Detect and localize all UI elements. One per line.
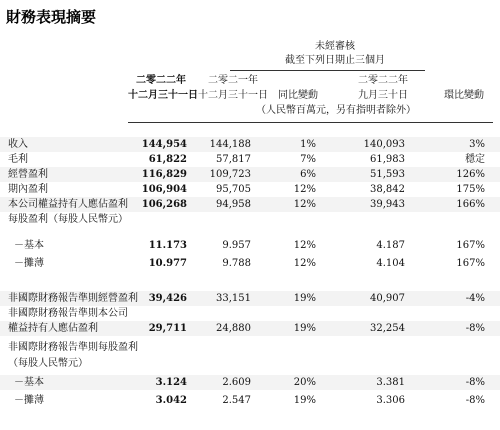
- table-row: [0, 306, 500, 321]
- row-label: （每股人民幣元）: [8, 358, 88, 369]
- table-row: [0, 167, 500, 182]
- cell-col5: 穩定: [465, 154, 485, 165]
- cell-col3: 12%: [293, 184, 316, 195]
- cell-col4: 140,093: [363, 139, 405, 150]
- table-row: [0, 291, 500, 306]
- row-label: 權益持有人應佔盈利: [8, 323, 98, 334]
- table-row: [0, 182, 500, 197]
- table-row: [0, 137, 500, 152]
- cell-col2: 95,705: [216, 184, 251, 195]
- col4-year: 二零二二年: [358, 75, 408, 86]
- cell-col5: 167%: [456, 258, 485, 269]
- cell-col5: -8%: [465, 323, 485, 334]
- cell-col3: 7%: [300, 154, 316, 165]
- table-row: [0, 375, 500, 390]
- cell-col4: 3.381: [376, 377, 405, 388]
- cell-col5: -8%: [465, 395, 485, 406]
- col5-header: 環比變動: [444, 90, 484, 101]
- cell-col2: 9.957: [222, 240, 251, 251]
- row-label: －攤薄: [14, 258, 44, 269]
- row-label: 非國際財務報告準則每股盈利: [8, 342, 138, 353]
- cell-col1: 144,954: [141, 139, 187, 150]
- cell-col3: 19%: [293, 293, 316, 304]
- col2-year: 二零二一年: [208, 75, 258, 86]
- cell-col2: 24,880: [216, 323, 251, 334]
- cell-col2: 9.788: [222, 258, 251, 269]
- row-label: －攤薄: [14, 395, 44, 406]
- cell-col5: -8%: [465, 377, 485, 388]
- cell-col2: 2.547: [222, 395, 251, 406]
- cell-col1: 3.042: [155, 395, 187, 406]
- cell-col3: 12%: [293, 240, 316, 251]
- table-row: [0, 197, 500, 212]
- cell-col1: 106,904: [141, 184, 187, 195]
- cell-col1: 61,822: [148, 154, 187, 165]
- cell-col4: 38,842: [370, 184, 405, 195]
- cell-col3: 6%: [300, 169, 316, 180]
- row-label: －基本: [14, 377, 44, 388]
- cell-col3: 19%: [293, 323, 316, 334]
- cell-col4: 32,254: [370, 323, 405, 334]
- table-row: [0, 238, 500, 253]
- cell-col3: 12%: [293, 258, 316, 269]
- row-label: 本公司權益持有人應佔盈利: [8, 199, 128, 210]
- table-row: [0, 340, 500, 355]
- table-row: [0, 212, 500, 227]
- col1-year: 二零二二年: [136, 75, 186, 86]
- cell-col2: 33,151: [216, 293, 251, 304]
- cell-col2: 94,958: [216, 199, 251, 210]
- table-row: [0, 256, 500, 271]
- cell-col4: 39,943: [370, 199, 405, 210]
- cell-col2: 57,817: [216, 154, 251, 165]
- cell-col2: 109,723: [209, 169, 251, 180]
- cell-col1: 116,829: [141, 169, 187, 180]
- cell-col2: 144,188: [209, 139, 251, 150]
- cell-col4: 51,593: [370, 169, 405, 180]
- row-label: 每股盈利（每股人民幣元）: [8, 214, 128, 225]
- cell-col4: 61,983: [370, 154, 405, 165]
- cell-col3: 1%: [300, 139, 316, 150]
- cell-col1: 3.124: [155, 377, 187, 388]
- cell-col1: 11.173: [148, 240, 187, 251]
- cell-col4: 40,907: [370, 293, 405, 304]
- cell-col4: 3.306: [376, 395, 405, 406]
- table-row: [0, 152, 500, 167]
- cell-col5: 167%: [456, 240, 485, 251]
- cell-col1: 39,426: [148, 293, 187, 304]
- cell-col5: 3%: [469, 139, 485, 150]
- col1-date: 十二月三十一日: [128, 90, 198, 101]
- cell-col3: 20%: [293, 377, 316, 388]
- cell-col3: 12%: [293, 199, 316, 210]
- cell-col2: 2.609: [222, 377, 251, 388]
- cell-col5: 175%: [456, 184, 485, 195]
- units-note: （人民幣百萬元，另有指明者除外）: [256, 105, 416, 116]
- header-rule: [230, 70, 425, 71]
- period-label: 截至下列日期止三個月: [285, 55, 385, 66]
- cell-col5: 166%: [456, 199, 485, 210]
- cell-col3: 19%: [293, 395, 316, 406]
- header-bottom-rule: [128, 122, 493, 123]
- row-label: 期內盈利: [8, 184, 48, 195]
- table-row: [0, 393, 500, 408]
- page-title: 財務表現摘要: [6, 8, 97, 26]
- table-row: [0, 321, 500, 336]
- col2-date: 十二月三十一日: [198, 90, 268, 101]
- row-label: 非國際財務報告準則經營盈利: [8, 293, 138, 304]
- row-label: 經營盈利: [8, 169, 48, 180]
- col3-header: 同比變動: [278, 90, 318, 101]
- row-label: 毛利: [8, 154, 28, 165]
- row-label: 收入: [8, 139, 28, 150]
- cell-col4: 4.187: [376, 240, 405, 251]
- cell-col4: 4.104: [376, 258, 405, 269]
- cell-col1: 29,711: [148, 323, 187, 334]
- row-label: 非國際財務報告準則本公司: [8, 308, 128, 319]
- row-label: －基本: [14, 240, 44, 251]
- cell-col1: 10.977: [148, 258, 187, 269]
- col4-date: 九月三十日: [358, 90, 408, 101]
- table-row: [0, 356, 500, 371]
- unaudited-label: 未經審核: [315, 41, 355, 52]
- cell-col5: -4%: [465, 293, 485, 304]
- cell-col1: 106,268: [141, 199, 187, 210]
- cell-col5: 126%: [456, 169, 485, 180]
